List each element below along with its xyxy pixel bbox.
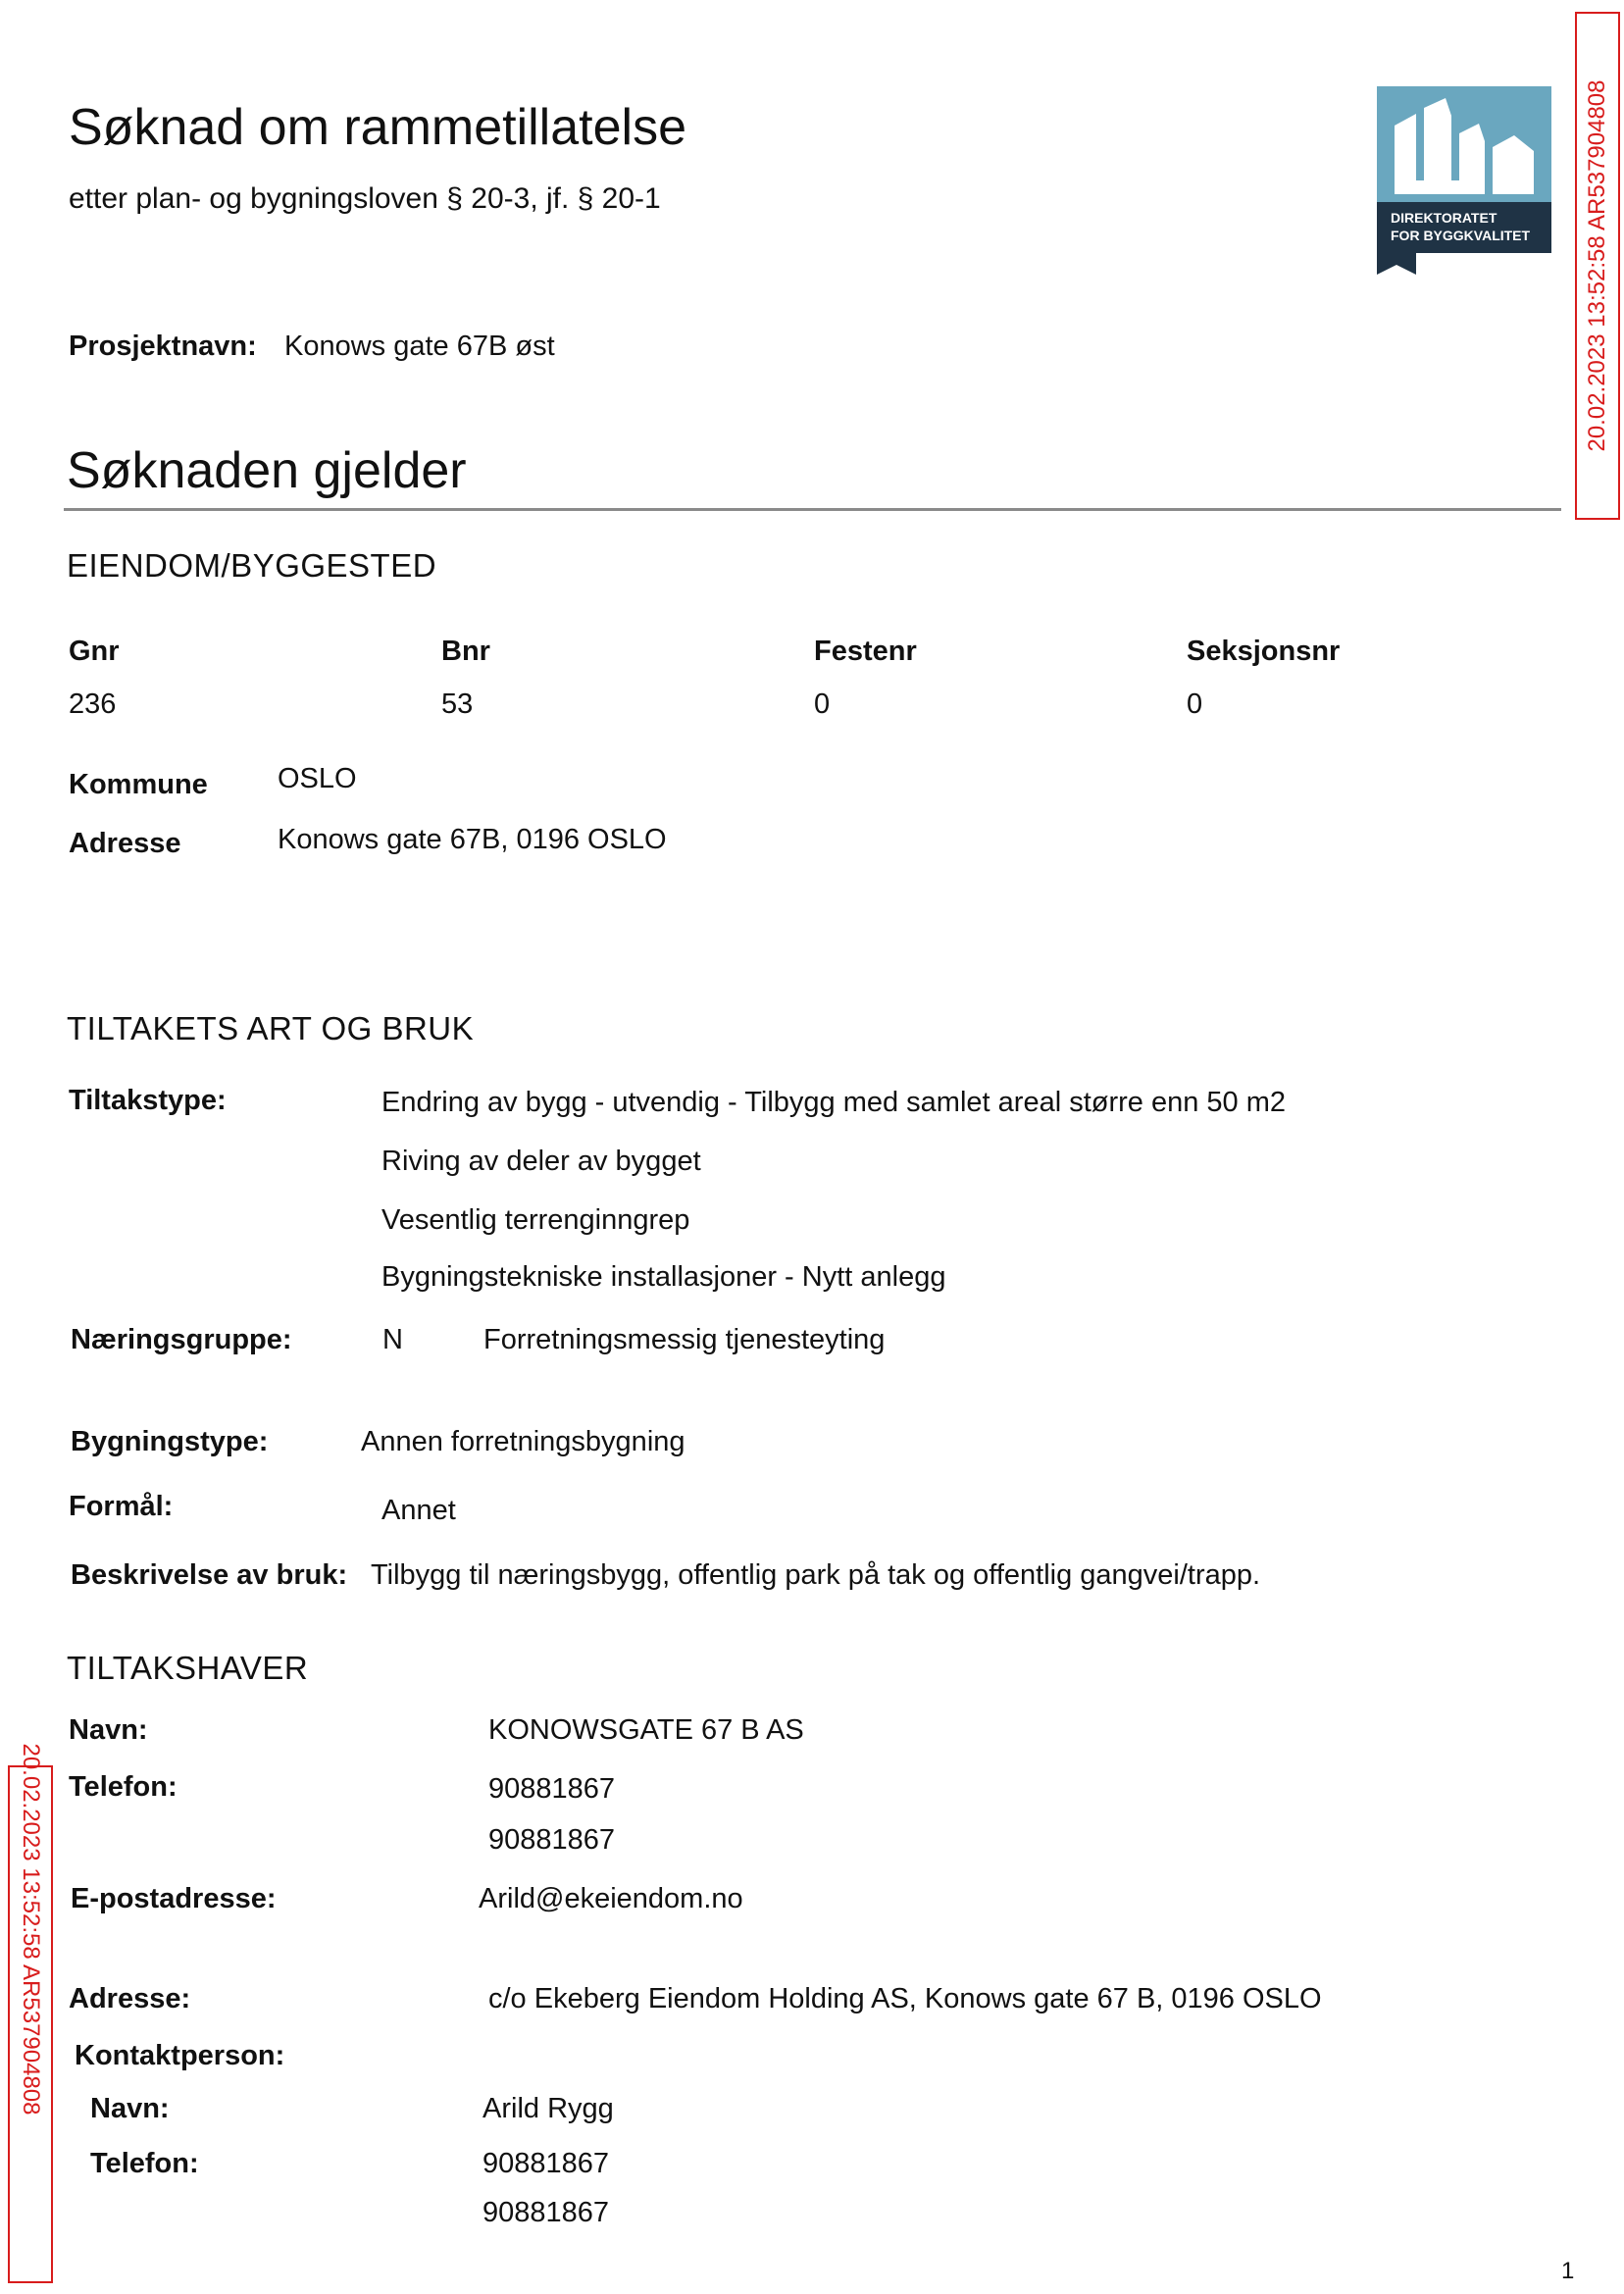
naeringsgruppe-code: N xyxy=(382,1324,403,1355)
navn-value: KONOWSGATE 67 B AS xyxy=(488,1714,804,1746)
date-stamp-left-text: 20.02.2023 13:52:58 AR537904808 xyxy=(18,1743,44,2116)
epost-label: E-postadresse: xyxy=(71,1883,277,1914)
naeringsgruppe-label: Næringsgruppe: xyxy=(71,1324,292,1355)
navn-label: Navn: xyxy=(69,1714,148,1746)
dibk-logo xyxy=(1377,86,1551,275)
bygningstype-label: Bygningstype: xyxy=(71,1426,269,1457)
value-festenr: 0 xyxy=(814,688,831,720)
tiltakstype-item: Vesentlig terrenginngrep xyxy=(381,1204,690,1236)
value-gnr: 236 xyxy=(69,688,117,720)
adresse2-label: Adresse: xyxy=(69,1983,191,2014)
project-value: Konows gate 67B øst xyxy=(284,331,555,362)
date-stamp-top xyxy=(1575,12,1620,520)
tiltakstype-item: Riving av deler av bygget xyxy=(381,1146,701,1177)
kommune-value: OSLO xyxy=(278,763,357,794)
tiltakstype-item: Bygningstekniske installasjoner - Nytt anlegg xyxy=(381,1261,946,1293)
beskrivelse-label: Beskrivelse av bruk: xyxy=(71,1559,348,1591)
col-bnr: Bnr xyxy=(441,636,490,667)
kontakt-navn-value: Arild Rygg xyxy=(482,2093,614,2124)
tiltakstype-label: Tiltakstype: xyxy=(69,1085,227,1116)
kommune-label: Kommune xyxy=(69,769,208,800)
property-heading: EIENDOM/BYGGESTED xyxy=(67,547,437,584)
telefon-value: 90881867 xyxy=(488,1773,616,1805)
tiltakshaver-heading: TILTAKSHAVER xyxy=(67,1650,309,1686)
section-heading: Søknaden gjelder xyxy=(67,442,467,499)
kontakt-telefon-label: Telefon: xyxy=(90,2148,199,2179)
naeringsgruppe-value: Forretningsmessig tjenesteyting xyxy=(483,1324,886,1355)
page-subtitle: etter plan- og bygningsloven § 20-3, jf. § 20-1 xyxy=(69,182,661,215)
formal-label: Formål: xyxy=(69,1491,174,1522)
page-title: Søknad om rammetillatelse xyxy=(69,99,686,156)
col-seksjonsnr: Seksjonsnr xyxy=(1187,636,1341,667)
logo-line1: DIREKTORATET xyxy=(1391,210,1497,226)
value-bnr: 53 xyxy=(441,688,474,720)
adresse-value: Konows gate 67B, 0196 OSLO xyxy=(278,824,667,855)
kontakt-navn-label: Navn: xyxy=(90,2093,170,2124)
tiltakstype-item: Endring av bygg - utvendig - Tilbygg med samlet areal større enn 50 m2 xyxy=(381,1087,1287,1118)
value-seksjonsnr: 0 xyxy=(1187,688,1203,720)
page-number: 1 xyxy=(1561,2258,1575,2284)
date-stamp-left xyxy=(8,1743,53,2283)
kontakt-telefon-value: 90881867 xyxy=(482,2148,610,2179)
project-label: Prosjektnavn: xyxy=(69,331,257,362)
telefon-label: Telefon: xyxy=(69,1771,178,1803)
epost-value: Arild@ekeiendom.no xyxy=(479,1883,743,1914)
telefon-value: 90881867 xyxy=(488,1824,616,1856)
adresse2-value: c/o Ekeberg Eiendom Holding AS, Konows gate 67 B, 0196 OSLO xyxy=(488,1983,1322,2014)
bygningstype-value: Annen forretningsbygning xyxy=(361,1426,685,1457)
section-divider xyxy=(64,508,1561,511)
date-stamp-top-text: 20.02.2023 13:52:58 AR537904808 xyxy=(1584,79,1610,452)
kontaktperson-label: Kontaktperson: xyxy=(75,2040,285,2071)
col-festenr: Festenr xyxy=(814,636,917,667)
tiltak-heading: TILTAKETS ART OG BRUK xyxy=(67,1010,475,1046)
logo-line2: FOR BYGGKVALITET xyxy=(1391,228,1531,243)
beskrivelse-value: Tilbygg til næringsbygg, offentlig park på tak og offentlig gangvei/trapp. xyxy=(371,1559,1261,1591)
adresse-label: Adresse xyxy=(69,828,181,859)
kontakt-telefon-value: 90881867 xyxy=(482,2197,610,2228)
col-gnr: Gnr xyxy=(69,636,120,667)
formal-value: Annet xyxy=(381,1495,456,1526)
